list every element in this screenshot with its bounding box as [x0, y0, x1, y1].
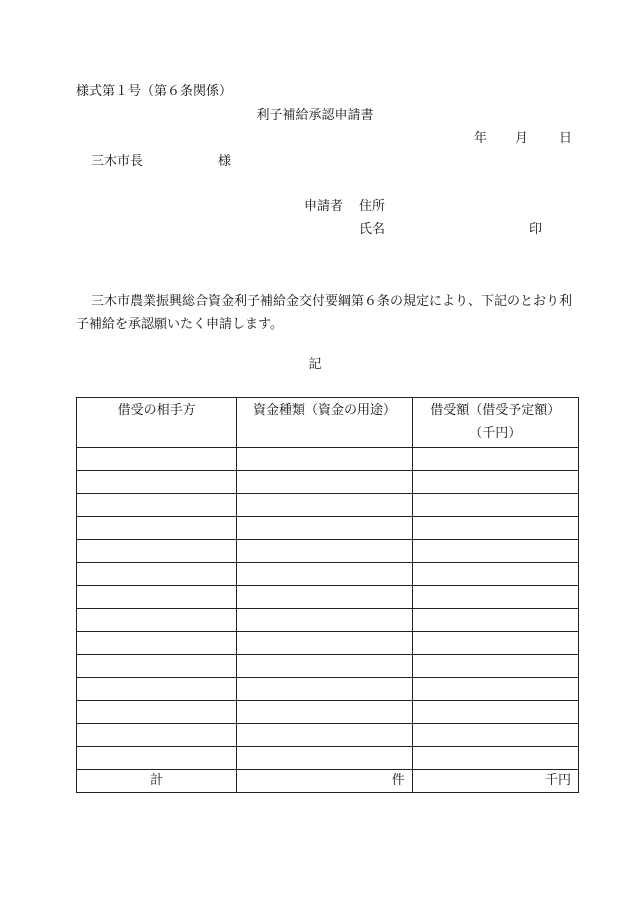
- table-row: [77, 494, 579, 517]
- lender-cell[interactable]: [77, 724, 237, 747]
- seal-mark: 印: [529, 222, 543, 237]
- lender-cell[interactable]: [77, 494, 237, 517]
- amount-cell[interactable]: [412, 471, 578, 494]
- applicant-address-label: 住所: [359, 199, 386, 214]
- total-label: 計: [77, 770, 237, 793]
- table-row: [77, 655, 579, 678]
- table-row: [77, 586, 579, 609]
- lender-cell[interactable]: [77, 609, 237, 632]
- total-amount-unit: 千円: [412, 770, 578, 793]
- amount-cell[interactable]: [412, 724, 578, 747]
- fund-type-cell[interactable]: [237, 517, 412, 540]
- table-row: [77, 471, 579, 494]
- header-amount-label: 借受額（借受予定額）: [430, 403, 561, 418]
- fund-type-cell[interactable]: [237, 747, 412, 770]
- table-row: [77, 678, 579, 701]
- lender-cell[interactable]: [77, 448, 237, 471]
- amount-cell[interactable]: [412, 563, 578, 586]
- form-number: 様式第１号（第６条関係）: [76, 84, 233, 99]
- fund-type-cell[interactable]: [237, 540, 412, 563]
- table-header-row: [77, 398, 579, 448]
- fund-type-cell[interactable]: [237, 448, 412, 471]
- fund-type-cell[interactable]: [237, 586, 412, 609]
- fund-type-cell[interactable]: [237, 471, 412, 494]
- document-title: 利子補給承認申請書: [256, 108, 374, 123]
- header-amount-unit: （千円）: [469, 426, 522, 441]
- lender-cell[interactable]: [77, 471, 237, 494]
- table-row: [77, 517, 579, 540]
- table-row: [77, 632, 579, 655]
- addressee-honorific: 様: [218, 154, 232, 169]
- amount-cell[interactable]: [412, 540, 578, 563]
- fund-type-cell[interactable]: [237, 701, 412, 724]
- table-row: [77, 563, 579, 586]
- table-row: [77, 448, 579, 471]
- amount-cell[interactable]: [412, 448, 578, 471]
- date-day-label: 日: [559, 131, 573, 146]
- amount-cell[interactable]: [412, 632, 578, 655]
- fund-type-cell[interactable]: [237, 724, 412, 747]
- table-row: [77, 609, 579, 632]
- lender-cell[interactable]: [77, 632, 237, 655]
- applicant-label: 申請者: [304, 199, 344, 214]
- header-amount: [412, 398, 578, 448]
- date-year-label: 年: [474, 131, 488, 146]
- table-body: [77, 448, 579, 793]
- header-lender: 借受の相手方: [77, 398, 237, 448]
- amount-cell[interactable]: [412, 678, 578, 701]
- table-row: [77, 540, 579, 563]
- amount-cell[interactable]: [412, 701, 578, 724]
- addressee-name: 三木市長: [91, 154, 144, 169]
- total-row: [77, 770, 579, 793]
- lender-cell[interactable]: [77, 678, 237, 701]
- applicant-name-label: 氏名: [359, 222, 386, 237]
- amount-cell[interactable]: [412, 609, 578, 632]
- fund-type-cell[interactable]: [237, 609, 412, 632]
- amount-cell[interactable]: [412, 586, 578, 609]
- table-row: [77, 747, 579, 770]
- ki-heading: 記: [308, 357, 322, 372]
- amount-cell[interactable]: [412, 494, 578, 517]
- lender-cell[interactable]: [77, 655, 237, 678]
- table-row: [77, 701, 579, 724]
- date-month-label: 月: [515, 131, 529, 146]
- fund-type-cell[interactable]: [237, 655, 412, 678]
- header-fund-type: 資金種類（資金の用途）: [237, 398, 412, 448]
- fund-type-cell[interactable]: [237, 632, 412, 655]
- request-statement: 三木市農業振興総合資金利子補給金交付要綱第６条の規定により、下記のとおり利子補給を承認願いたく申請します。: [76, 294, 573, 332]
- amount-cell[interactable]: [412, 655, 578, 678]
- lender-cell[interactable]: [77, 540, 237, 563]
- lender-cell[interactable]: [77, 517, 237, 540]
- lender-cell[interactable]: [77, 701, 237, 724]
- lender-cell[interactable]: [77, 563, 237, 586]
- lender-cell[interactable]: [77, 586, 237, 609]
- total-count-unit: 件: [237, 770, 412, 793]
- fund-type-cell[interactable]: [237, 678, 412, 701]
- amount-cell[interactable]: [412, 517, 578, 540]
- lender-cell[interactable]: [77, 747, 237, 770]
- fund-type-cell[interactable]: [237, 563, 412, 586]
- fund-type-cell[interactable]: [237, 494, 412, 517]
- loan-table: [76, 397, 579, 793]
- table-row: [77, 724, 579, 747]
- amount-cell[interactable]: [412, 747, 578, 770]
